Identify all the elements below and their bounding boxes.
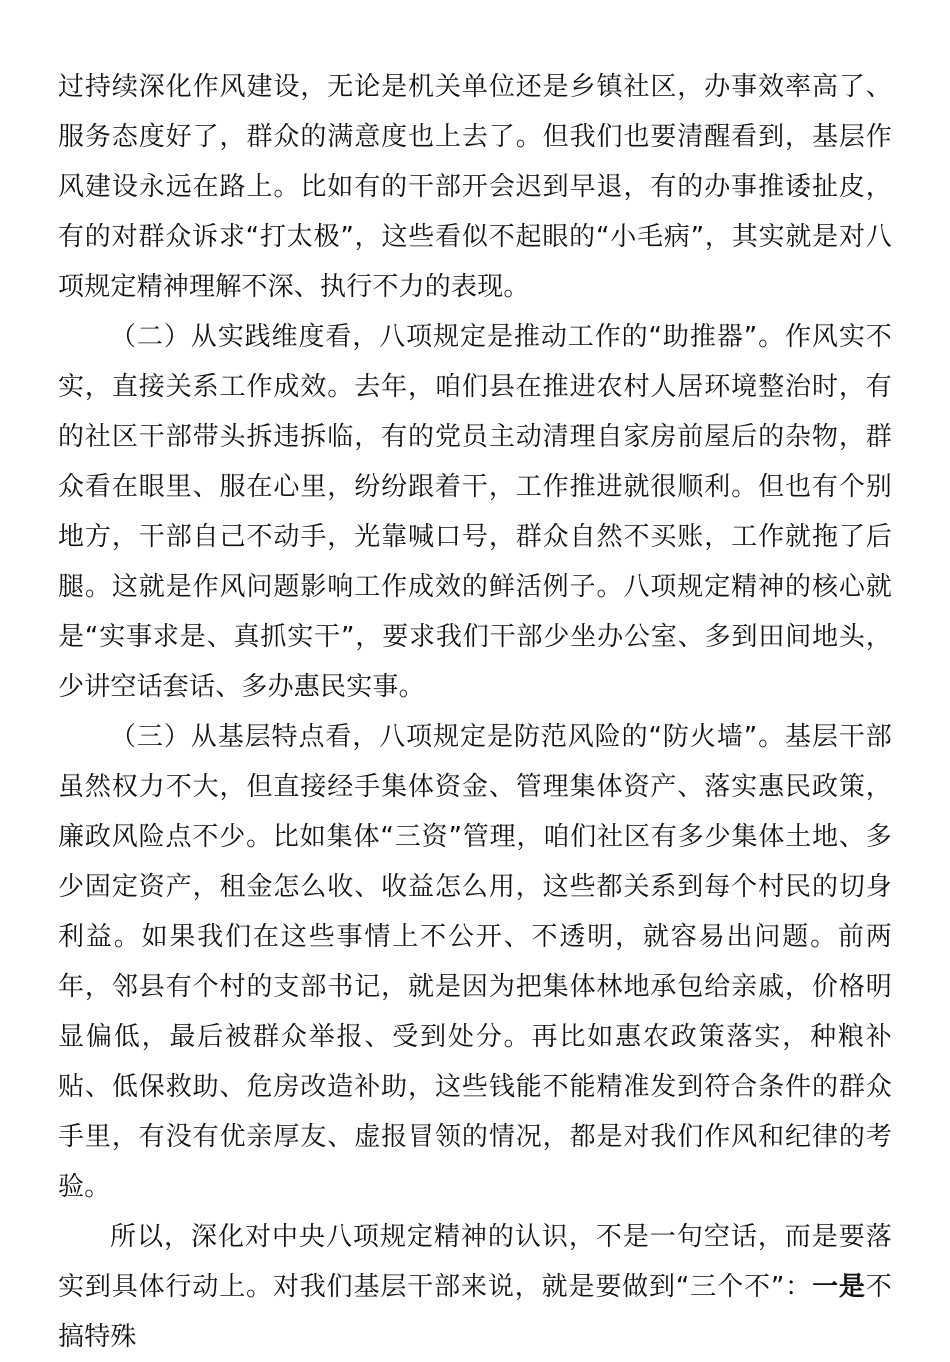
paragraph-intro-continuation: 过持续深化作风建设，无论是机关单位还是乡镇社区，办事效率高了、服务态度好了，群众的满意度也上去了。但我们也要清醒看到，基层作风建设永远在路上。比如有的干部开会迟到早退，有的办事推诿扯皮，有的对群众诉求“打太极”，这些看似不起眼的“小毛病”，其实就是对八项规定精神理解不深、执行不力的表现。 bbox=[58, 72, 892, 302]
paragraph-grassroots-characteristics: （三）从基层特点看，八项规定是防范风险的“防火墙”。基层干部虽然权力不大，但直接经手集体资金、管理集体资产、落实惠民政策，廉政风险点不少。比如集体“三资”管理，咱们社区有多少集体土地、多少固定资产，租金怎么收、收益怎么用，这些都关系到每个村民的切身利益。如果我们在这些事情上不公开、不透明，就容易出问题。前两年，邻县有个村的支部书记，就是因为把集体林地承包给亲戚，价格明显偏低，最后被群众举报、受到处分。再比如惠农政策落实，种粮补贴、低保救助、危房改造补助，这些钱能不能精准发到符合条件的群众手里，有没有优亲厚友、虚报冒领的情况，都是对我们作风和纪律的考验。 bbox=[58, 722, 892, 1202]
conclusion-text-lead: 所以，深化对中央八项规定精神的认识，不是一句空话，而是要落实到具体行动上。对我们基层干部来说，就是要做到“三个不”： bbox=[58, 1222, 892, 1302]
paragraph-conclusion bbox=[58, 1212, 892, 1362]
document-page bbox=[58, 62, 892, 1362]
paragraph-practice-dimension: （二）从实践维度看，八项规定是推动工作的“助推器”。作风实不实，直接关系工作成效。去年，咱们县在推进农村人居环境整治时，有的社区干部带头拆违拆临，有的党员主动清理自家房前屋后的杂物，群众看在眼里、服在心里，纷纷跟着干，工作推进就很顺利。但也有个别地方，干部自己不动手，光靠喊口号，群众自然不买账，工作就拖了后腿。这就是作风问题影响工作成效的鲜活例子。八项规定精神的核心就是“实事求是、真抓实干”，要求我们干部少坐办公室、多到田间地头，少讲空话套话、多办惠民实事。 bbox=[58, 322, 892, 702]
conclusion-text-tail: 不搞特殊 bbox=[58, 1272, 892, 1352]
conclusion-bold-marker: 一是 bbox=[812, 1272, 866, 1302]
